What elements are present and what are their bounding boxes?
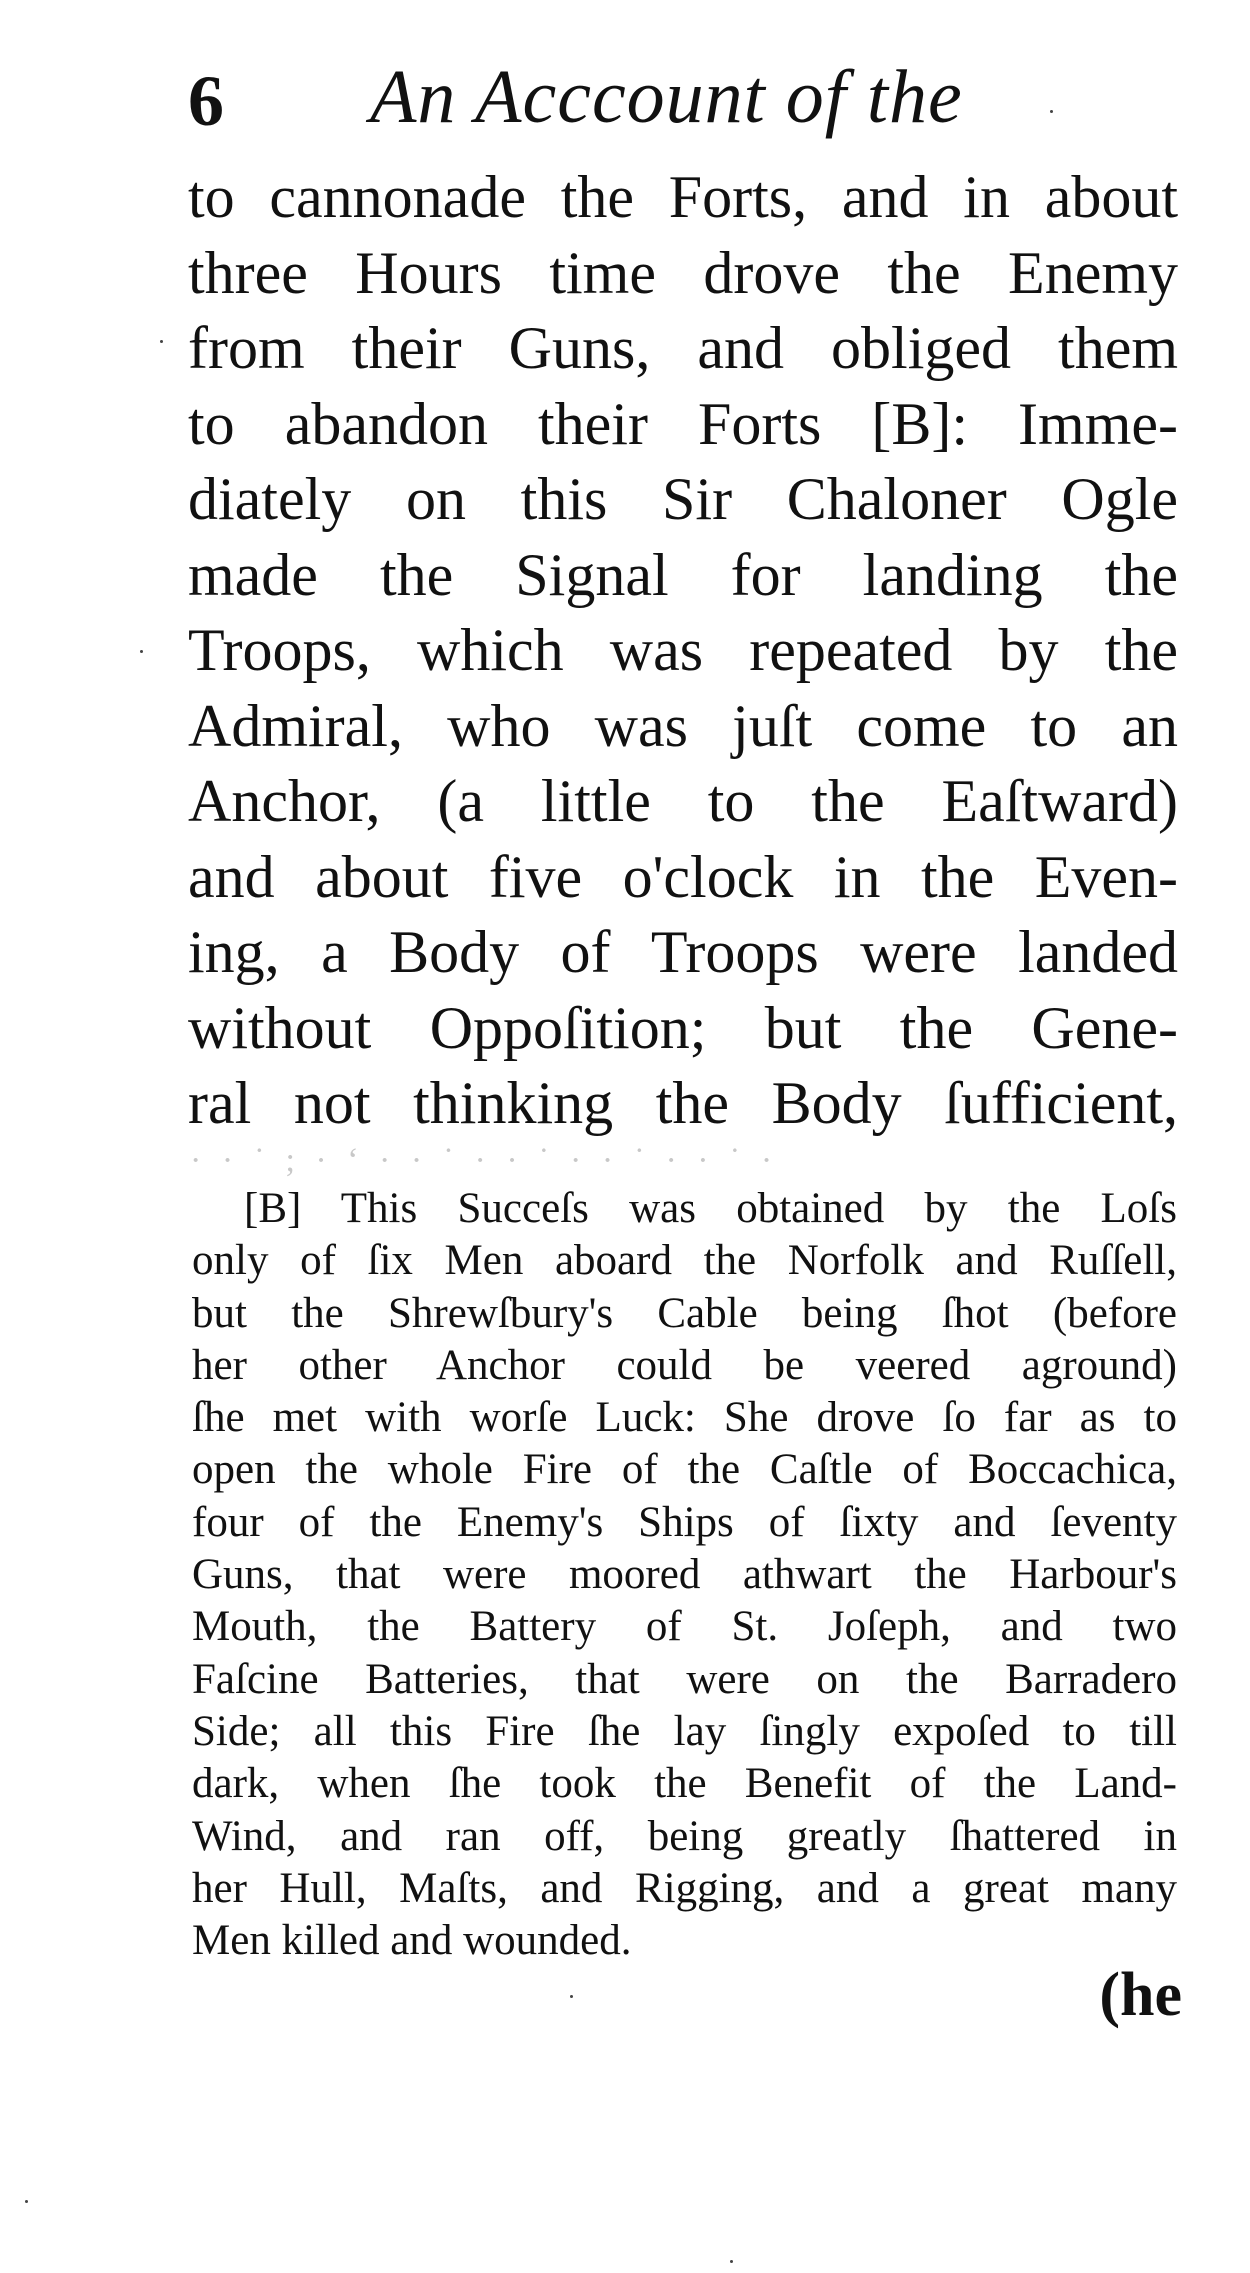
footnote-line: but the Shrewſbury's Cable being ſhot (before bbox=[192, 1289, 1177, 1337]
main-text-line: to cannonade the Forts, and in about bbox=[188, 164, 1178, 230]
footnote-line: four of the Enemy's Ships of ſixty and ſeventy bbox=[192, 1498, 1177, 1546]
footnote-block bbox=[192, 1183, 1177, 1967]
page-header bbox=[180, 52, 1180, 152]
footnote-line: dark, when ſhe took the Benefit of the Land- bbox=[192, 1760, 1177, 1808]
paper-speck bbox=[140, 650, 143, 653]
footnote-line: Faſcine Batteries, that were on the Barradero bbox=[192, 1655, 1177, 1703]
main-text-line: three Hours time drove the Enemy bbox=[188, 239, 1178, 306]
paper-speck bbox=[570, 1995, 573, 1998]
paper-speck bbox=[25, 2200, 28, 2203]
show-through-bleed: · · ˙ ; · ‘ · · ˙ · · ˙ · · ˙ · · ˙ · bbox=[190, 1142, 779, 1179]
paper-speck bbox=[1050, 110, 1053, 113]
main-text-line: made the Signal for landing the bbox=[188, 541, 1178, 608]
running-head: An Acccount of the bbox=[370, 55, 963, 139]
main-text-line: Troops, which was repeated by the bbox=[188, 617, 1178, 683]
footnote-line: Side; all this Fire ſhe lay ſingly expoſed to till bbox=[192, 1707, 1177, 1755]
footnote-line: ſhe met with worſe Luck: She drove ſo far as to bbox=[192, 1394, 1177, 1442]
footnote-line: her Hull, Maſts, and Rigging, and a great many bbox=[192, 1864, 1177, 1912]
main-text-line: from their Guns, and obliged them bbox=[188, 315, 1178, 381]
main-text-line: to abandon their Forts [B]: Imme- bbox=[188, 390, 1178, 457]
paper-speck bbox=[730, 2260, 733, 2263]
footnote-line: Mouth, the Battery of St. Joſeph, and two bbox=[192, 1603, 1177, 1651]
main-text-line: without Oppoſition; but the Gene- bbox=[188, 994, 1178, 1061]
main-text-line: diately on this Sir Chaloner Ogle bbox=[188, 466, 1178, 532]
footnote-line: Wind, and ran off, being greatly ſhattered in bbox=[192, 1812, 1177, 1860]
main-text-line: Anchor, (a little to the Eaſtward) bbox=[188, 768, 1178, 834]
footnote-line: her other Anchor could be veered aground) bbox=[192, 1341, 1177, 1389]
footnote-line: only of ſix Men aboard the Norfolk and Ruſſell, bbox=[192, 1237, 1177, 1285]
main-text-line: Admiral, who was juſt come to an bbox=[188, 692, 1178, 759]
footnote-line: [B] This Succeſs was obtained by the Loſs bbox=[244, 1185, 1177, 1232]
footnote-line: open the whole Fire of the Caſtle of Boccachica, bbox=[192, 1446, 1177, 1494]
paper-speck bbox=[160, 340, 163, 343]
footnote-line: Men killed and wounded. bbox=[192, 1917, 632, 1965]
catchword: (he bbox=[1099, 1961, 1182, 2029]
footnote-line: Guns, that were moored athwart the Harbour's bbox=[192, 1551, 1177, 1599]
main-text-line: and about five o'clock in the Even- bbox=[188, 843, 1178, 910]
main-text-block bbox=[188, 160, 1178, 1142]
page-number: 6 bbox=[188, 61, 224, 141]
main-text-line: ing, a Body of Troops were landed bbox=[188, 919, 1178, 985]
main-text-line: ral not thinking the Body ſufficient, bbox=[188, 1070, 1178, 1136]
